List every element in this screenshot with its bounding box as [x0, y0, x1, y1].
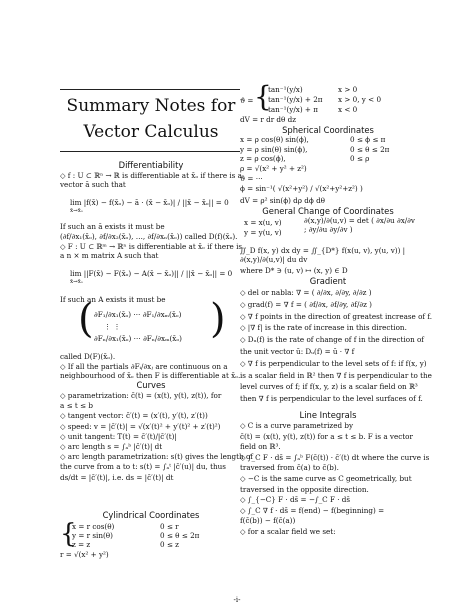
page-number: -i-: [233, 596, 241, 604]
line-integral-line: traversed in the opposite direction.: [240, 484, 369, 494]
diff-p5: ◇ F : U ⊂ ℝᵐ → ℝⁿ is differentiable at x̄ₒ if there is: [60, 242, 243, 251]
diff-limit-1: lim |f(x̄) − f(x̄ₒ) − ā · (x̄ − x̄ₒ)| / ||x̄ − x̄ₒ|| = 0: [70, 198, 229, 207]
theta-l3a: tan⁻¹(y/x) + π: [268, 105, 318, 114]
line-integral-line: traversed from c̄(a) to c̄(b).: [240, 463, 339, 473]
cyl-row-3a: z = z: [72, 540, 91, 549]
diff-limit-2-sub: x̄→x̄ₒ: [70, 279, 83, 285]
line-integral-line: ◇ C is a curve parametrized by: [240, 421, 354, 430]
title-rule-top: [60, 89, 240, 90]
heading-curves: Curves: [136, 380, 166, 390]
gradient-line: ◇ del or nabla: ∇ = ( ∂/∂x, ∂/∂y, ∂/∂z ): [240, 288, 372, 297]
cyl-row-2b: 0 ≤ θ ≤ 2π: [160, 531, 200, 540]
matrix-bracket-right: ): [210, 296, 226, 342]
gradient-line: ◇ Dᵤ(f) is the rate of change of f in the direction of: [240, 335, 424, 345]
curves-line: ◇ arc length parametrization: s(t) gives the length of: [60, 452, 253, 462]
spherical-row-2-range: 0 ≤ θ ≤ 2π: [350, 144, 390, 154]
cyl-row-1a: x = r cos(θ): [72, 522, 115, 531]
curves-line: ds/dt = |c̄′(t)|, i.e. ds = |c̄′(t)| dt: [60, 472, 174, 482]
curves-line: the curve from a to t: s(t) = ∫ₐᵗ |c̄′(u)| du, thus: [60, 462, 226, 472]
gradient-line: ◇ grad(f) = ∇ f = ( ∂f/∂x, ∂f/∂y, ∂f/∂z ): [240, 299, 372, 309]
chg-r2: y = y(u, v): [244, 228, 282, 237]
curves-line: ◇ tangent vector: c̄′(t) = (x′(t), y′(t), z′(t)): [60, 411, 208, 421]
gradient-line: ◇ ∇ f is perpendicular to the level sets of f: if f(x, y): [240, 358, 427, 368]
spherical-row-2-eq: y = ρ sin(θ) sin(ϕ),: [240, 144, 308, 154]
gradient-line: the unit vector ū: Dᵤ(f) = ū · ∇ f: [240, 347, 355, 356]
heading-spherical: Spherical Coordinates: [282, 125, 374, 135]
gradient-line: is a scalar field in ℝ² then ∇ f is perpendicular to the: [240, 370, 432, 380]
matrix-bracket-left: (: [78, 296, 94, 342]
line-integral-line: ◇ −C is the same curve as C geometrically, but: [240, 474, 412, 483]
heading-change-of-coordinates: General Change of Coordinates: [262, 206, 394, 216]
line-integral-line: ◇ ∫_C F · ds̄ = ∫ₐᵇ F(c̄(t)) · c̄′(t) dt where the curve is: [240, 452, 430, 462]
cyl-row-3b: 0 ≤ z: [160, 540, 179, 549]
chg-integral: ∬_D f(x, y) dx dy = ∬_{D*} f(x(u, v), y(u, v)) |∂(x,y)/∂(u,v)| du dv: [240, 246, 406, 264]
cyl-dV: dV = r dr dθ dz: [240, 115, 297, 124]
line-integral-line: ◇ ∫_C ∇ f · ds̄ = f(end) − f(beginning) =: [240, 505, 385, 515]
curves-line: ◇ unit tangent: T(t) = c̄′(t)/|c̄′(t)|: [60, 431, 177, 441]
heading-gradient: Gradient: [309, 276, 347, 286]
curves-line: ◇ arc length s = ∫ₐᵇ |c̄′(t)| dt: [60, 442, 163, 451]
heading-cylindrical: Cylindrical Coordinates: [102, 510, 200, 520]
line-integral-line: ◇ ∫_{−C} F · ds̄ = −∫_C F · ds̄: [240, 495, 351, 505]
title-rule-bottom: [60, 151, 240, 152]
chg-r1: x = x(u, v): [244, 218, 282, 227]
cyl-row-4: r = √(x² + y²): [60, 550, 109, 559]
line-integral-line: field on ℝ³.: [240, 442, 281, 452]
diff-limit-2: lim ||F(x̄) − F(x̄ₒ) − A(x̄ − x̄ₒ)|| / ||x̄ − x̄ₒ|| = 0: [70, 269, 233, 278]
diff-p1: ◇ f : U ⊂ ℝⁿ → ℝ is differentiable at x̄ₒ if there is a: [60, 171, 242, 180]
theta-l1b: x > 0: [338, 85, 358, 94]
line-integral-line: c̄(t) = (x(t), y(t), z(t)) for a ≤ t ≤ b. F is a vector: [240, 431, 413, 441]
curves-line: ◇ parametrization: c̄(t) = (x(t), y(t), z(t)), for: [60, 391, 222, 400]
cyl-row-2a: y = r sin(θ): [72, 531, 113, 540]
diff-p4: (∂f/∂x₁(x̄ₒ), ∂f/∂x₂(x̄ₒ), …, ∂f/∂xₙ(x̄ₒ)) called D(f)(x̄ₒ).: [60, 232, 238, 241]
theta-eq: ϑ =: [240, 96, 254, 105]
cyl-row-1b: 0 ≤ r: [160, 522, 179, 531]
line-integral-line: ◇ for a scalar field we set:: [240, 527, 336, 536]
gradient-line: ◇ ∇ f points in the direction of greatest increase of f.: [240, 311, 433, 321]
diff-p2: vector ā such that: [60, 180, 126, 189]
diff-p9: ◇ If all the partials ∂Fᵢ/∂xⱼ are continuous on a: [60, 362, 228, 371]
diff-limit-1-sub: x̄→x̄ₒ: [70, 208, 83, 214]
heading-line-integrals: Line Integrals: [299, 410, 357, 420]
diff-p10: neighbourhood of x̄ₒ then F is differentiable at x̄ₒ.: [60, 371, 241, 380]
spherical-row-1-eq: x = ρ cos(θ) sin(ϕ),: [240, 135, 309, 144]
theta-brace: {: [254, 80, 272, 113]
theta-l2b: x > 0, y < 0: [338, 95, 382, 104]
spherical-row-1-range: 0 ≤ ϕ ≤ π: [350, 135, 386, 144]
matrix-row-3: ∂Fₙ/∂x₁(x̄ₒ) ⋯ ∂Fₙ/∂xₘ(x̄ₒ): [94, 334, 182, 343]
gradient-line: ◇ |∇ f| is the rate of increase in this direction.: [240, 323, 407, 333]
sph-theta: ϑ = ⋯: [240, 174, 263, 183]
title-line-1: Summary Notes for: [66, 96, 236, 116]
gradient-line: then ∇ f is perpendicular to the level surfaces of f.: [240, 394, 423, 404]
diff-p8: called D(F)(x̄ₒ).: [60, 352, 116, 361]
line-integral-line: f(c̄(b)) − f(c̄(a)): [240, 516, 296, 526]
theta-l2a: tan⁻¹(y/x) + 2π: [268, 95, 323, 104]
matrix-row-1: ∂F₁/∂x₁(x̄ₒ) ⋯ ∂F₁/∂xₘ(x̄ₒ): [94, 310, 182, 319]
spherical-row-3-range: 0 ≤ ρ: [350, 154, 370, 163]
title-line-2: Vector Calculus: [83, 122, 219, 142]
gradient-line: level curves of f; if f(x, y, z) is a scalar field on ℝ³: [240, 382, 418, 392]
curves-line: a ≤ t ≤ b: [60, 401, 93, 411]
chg-det: ∂(x,y)/∂(u,v) = det ( ∂x/∂u ∂x/∂v ; ∂y/∂u ∂y/∂v ): [304, 216, 415, 234]
heading-differentiability: Differentiability: [118, 160, 184, 170]
diff-p6: a n × m matrix A such that: [60, 251, 159, 260]
chg-where: where D* ∋ (u, v) ↦ (x, y) ∈ D: [240, 266, 348, 275]
matrix-row-2: ⋮ ⋮: [104, 322, 121, 331]
diff-p3: If such an ā exists it must be: [60, 222, 165, 231]
sph-rho: ρ = √(x² + y² + z²): [240, 164, 307, 173]
spherical-row-3-eq: z = ρ cos(ϕ),: [240, 154, 286, 163]
sph-dV: dV = ρ² sin(ϕ) dρ dϕ dθ: [240, 196, 326, 205]
cylindrical-brace: {: [60, 519, 77, 549]
theta-l1a: tan⁻¹(y/x): [268, 85, 303, 94]
sph-phi: ϕ = sin⁻¹( √(x²+y²) / √(x²+y²+z²) ): [240, 184, 363, 193]
diff-p7: If such an A exists it must be: [60, 295, 166, 304]
curves-line: ◇ speed: v = |c̄′(t)| = √(x′(t)² + y′(t)² + z′(t)²): [60, 421, 221, 431]
theta-l3b: x < 0: [338, 105, 358, 114]
